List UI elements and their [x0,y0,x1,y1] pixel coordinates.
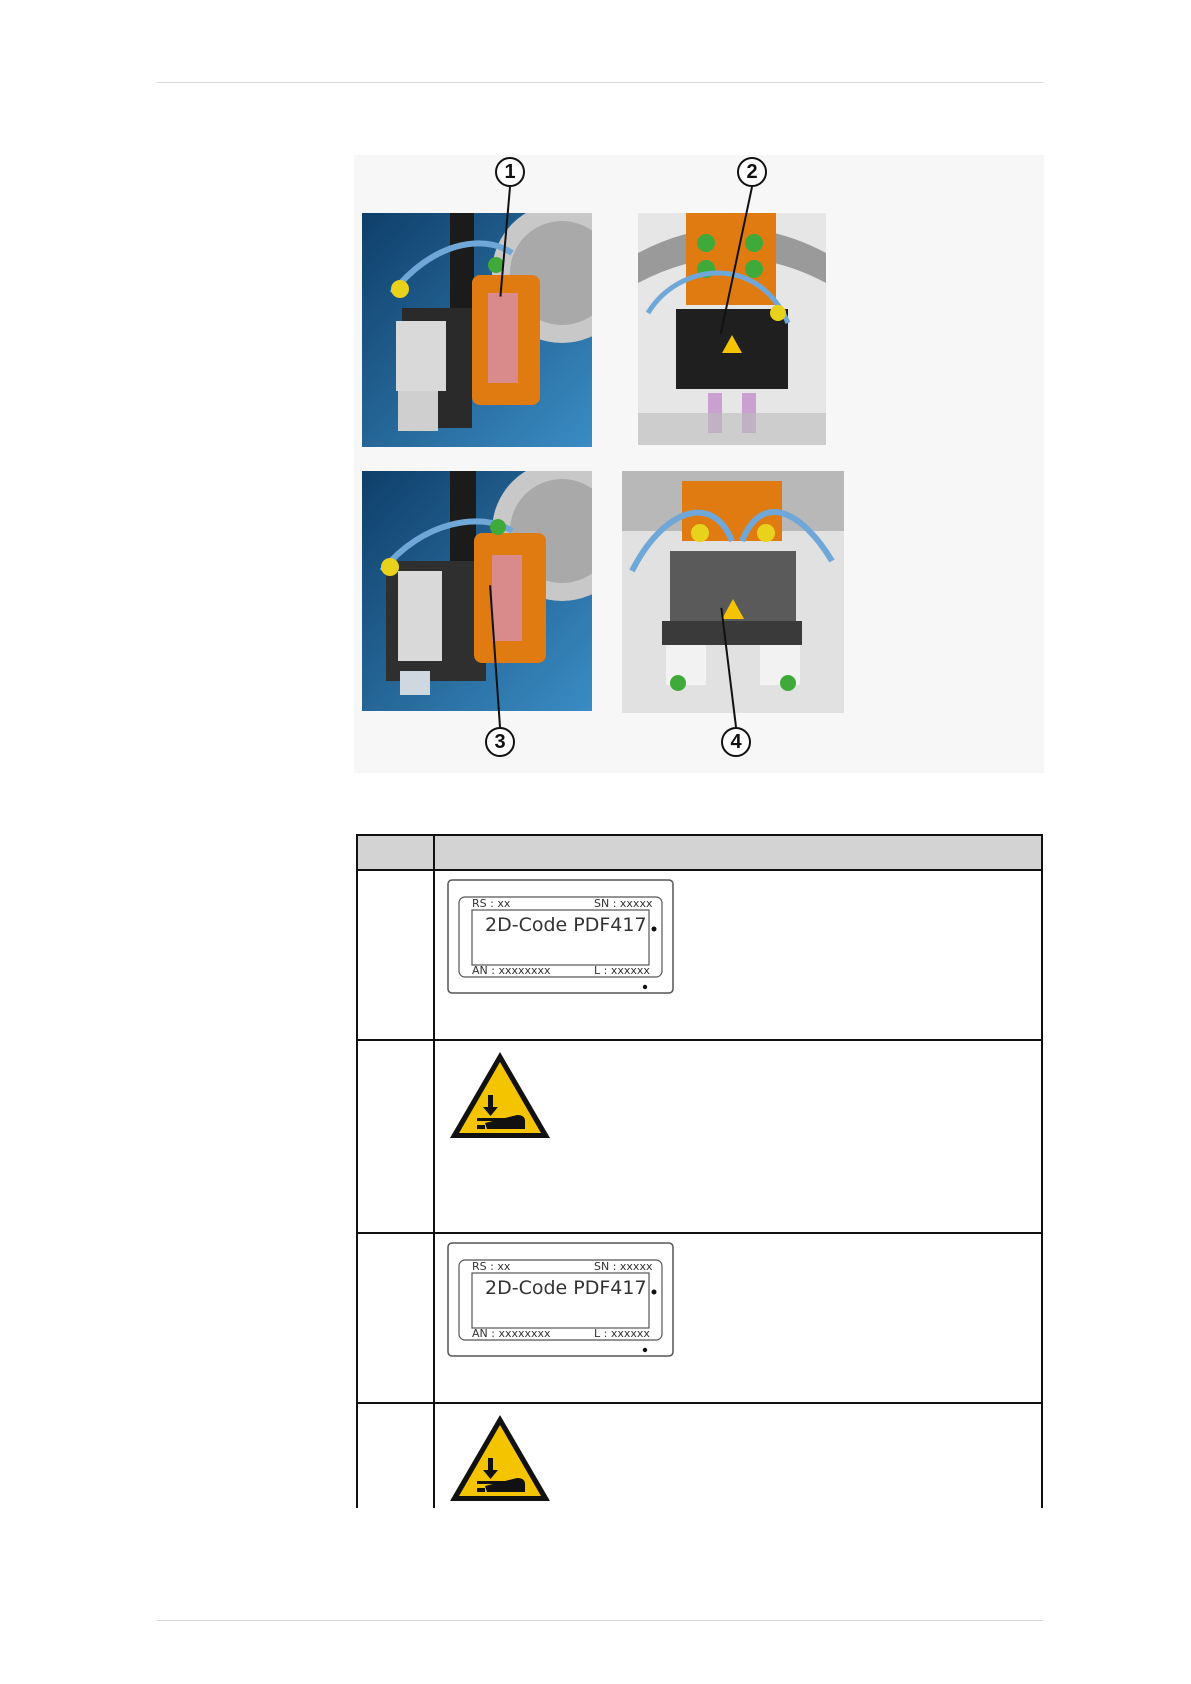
row-number-cell [358,1041,435,1232]
header-rule [157,82,1043,83]
footer-rule [157,1620,1043,1621]
label-an: AN : xxxxxxxx [472,1327,551,1340]
header-cell-number [358,836,435,869]
callout-4: 4 [721,727,751,757]
label-code: 2D-Code PDF417 [485,1277,647,1299]
header-cell-description [435,836,1041,869]
photo-gripper-front-4 [622,471,844,713]
row-content-cell [435,871,1041,1039]
label-rs: RS : xx [472,1260,511,1273]
id-label-plate [447,1242,674,1357]
label-l: L : xxxxxx [594,1327,650,1340]
label-rs: RS : xx [472,897,511,910]
hand-crush-warning-icon [447,1412,553,1504]
callout-2: 2 [737,157,767,187]
callout-1: 1 [495,157,525,187]
photo-gripper-top-2 [638,213,826,445]
row-content-cell [435,1234,1041,1402]
label-l: L : xxxxxx [594,964,650,977]
table-row [356,1041,1043,1234]
product-figure [354,155,1044,773]
callout-3: 3 [485,727,515,757]
label-an: AN : xxxxxxxx [472,964,551,977]
row-content-cell [435,1041,1041,1232]
table-row [356,1234,1043,1404]
photo-gripper-side-3 [362,471,592,711]
table-header-row [356,834,1043,871]
row-number-cell [358,871,435,1039]
photo-gripper-side-1 [362,213,592,447]
row-number-cell [358,1234,435,1402]
table-row [356,871,1043,1041]
row-number-cell [358,1404,435,1508]
label-code: 2D-Code PDF417 [485,914,647,936]
label-table [356,834,1043,1508]
id-label-plate [447,879,674,994]
hand-crush-warning-icon [447,1049,553,1141]
label-sn: SN : xxxxx [594,897,653,910]
label-sn: SN : xxxxx [594,1260,653,1273]
row-content-cell [435,1404,1041,1508]
table-row [356,1404,1043,1508]
